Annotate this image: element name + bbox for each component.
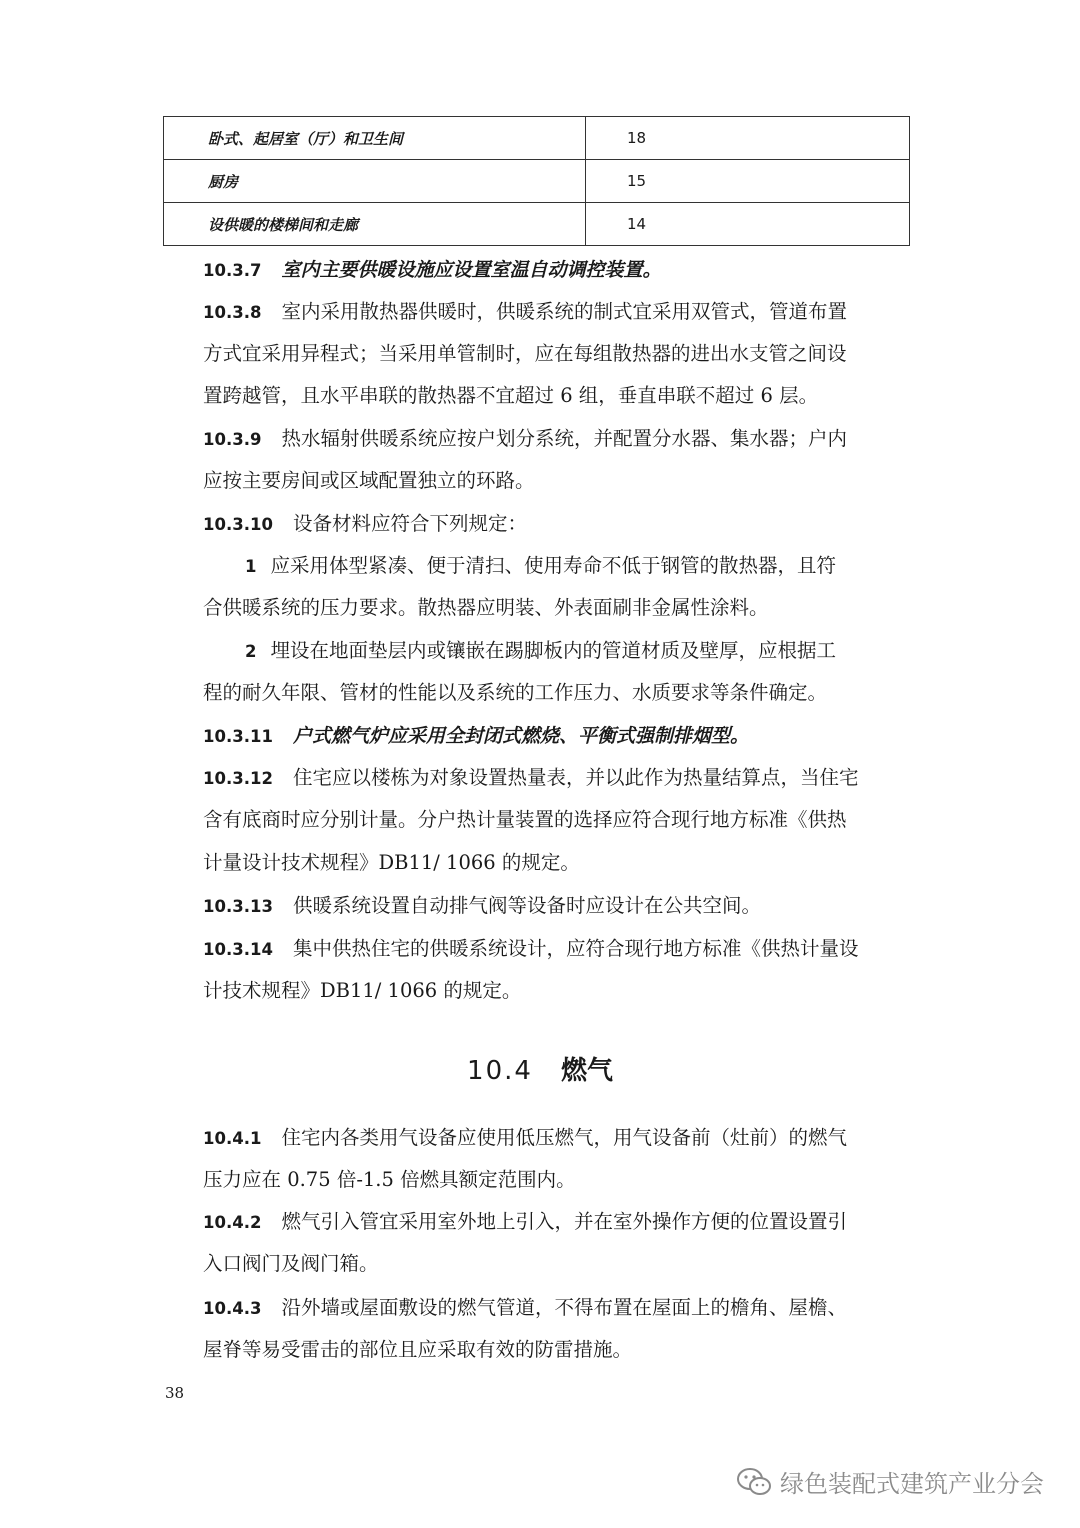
clause-10-3-12 bbox=[203, 766, 858, 791]
clause-number: 10.4.2 bbox=[203, 1213, 262, 1232]
clause-text: 住宅应以楼栋为对象设置热量表，并以此作为热量结算点，当住宅 bbox=[292, 766, 859, 789]
room-cell: 卧式、起居室（厅）和卫生间 bbox=[164, 117, 586, 160]
clause-text-line: 屋脊等易受雷击的部位且应采取有效的防雷措施。 bbox=[203, 1338, 633, 1361]
clause-text-line: 含有底商时应分别计量。分户热计量装置的选择应符合现行地方标准《供热 bbox=[203, 808, 847, 831]
clause-number: 10.3.7 bbox=[203, 261, 262, 280]
clause-10-4-3 bbox=[203, 1296, 847, 1321]
page-number: 38 bbox=[165, 1384, 185, 1402]
clause-text: 设备材料应符合下列规定： bbox=[292, 512, 527, 535]
temp-cell: 15 bbox=[586, 160, 910, 203]
clause-text: 集中供热住宅的供暖系统设计，应符合现行地方标准《供热计量设 bbox=[292, 937, 859, 960]
clause-text: 燃气引入管宜采用室外地上引入，并在室外操作方便的位置设置引 bbox=[281, 1210, 847, 1233]
clause-number: 10.3.9 bbox=[203, 430, 262, 449]
clause-number: 10.4.3 bbox=[203, 1299, 262, 1318]
clause-10-3-14 bbox=[203, 937, 858, 962]
table-row bbox=[164, 117, 910, 160]
clause-text-line: 入口阀门及阀门箱。 bbox=[203, 1252, 379, 1275]
clause-text: 室内主要供暖设施应设置室温自动调控装置。 bbox=[281, 259, 662, 281]
clause-10-4-2 bbox=[203, 1210, 847, 1235]
section-number: 10.4 bbox=[467, 1056, 533, 1086]
clause-number: 10.3.13 bbox=[203, 897, 273, 916]
room-cell: 厨房 bbox=[164, 160, 586, 203]
clause-10-3-11 bbox=[203, 724, 749, 749]
section-title: 燃气 bbox=[560, 1056, 613, 1086]
clause-text-line: 置跨越管，且水平串联的散热器不宜超过 6 组，垂直串联不超过 6 层。 bbox=[203, 384, 819, 407]
item-text-line: 程的耐久年限、管材的性能以及系统的工作压力、水质要求等条件确定。 bbox=[203, 681, 828, 704]
temperature-table bbox=[163, 116, 910, 246]
clause-number: 10.3.11 bbox=[203, 727, 273, 746]
clause-text-line: 计技术规程》DB11/ 1066 的规定。 bbox=[203, 979, 522, 1002]
clause-number: 10.3.8 bbox=[203, 303, 262, 322]
clause-number: 10.3.10 bbox=[203, 515, 273, 534]
clause-10-3-7 bbox=[203, 258, 661, 283]
clause-text: 沿外墙或屋面敷设的燃气管道，不得布置在屋面上的檐角、屋檐、 bbox=[281, 1296, 847, 1319]
clause-text-line: 压力应在 0.75 倍-1.5 倍燃具额定范围内。 bbox=[203, 1168, 576, 1191]
section-heading bbox=[0, 1050, 1080, 1087]
clause-10-4-1 bbox=[203, 1126, 847, 1151]
watermark bbox=[736, 1464, 1044, 1499]
clause-text-line: 方式宜采用异程式；当采用单管制时，应在每组散热器的进出水支管之间设 bbox=[203, 342, 847, 365]
clause-text: 热水辐射供暖系统应按户划分系统，并配置分水器、集水器；户内 bbox=[281, 427, 847, 450]
item-text: 应采用体型紧凑、便于清扫、使用寿命不低于钢管的散热器，且符 bbox=[270, 554, 836, 577]
clause-text-line: 应按主要房间或区域配置独立的环路。 bbox=[203, 469, 535, 492]
item-number: 2 bbox=[245, 642, 257, 661]
clause-text-line: 计量设计技术规程》DB11/ 1066 的规定。 bbox=[203, 851, 580, 874]
clause-10-3-10 bbox=[203, 512, 527, 537]
list-item-2 bbox=[245, 639, 836, 664]
clause-10-3-13 bbox=[203, 894, 761, 919]
room-cell: 设供暖的楼梯间和走廊 bbox=[164, 203, 586, 246]
watermark-text: 绿色装配式建筑产业分会 bbox=[780, 1470, 1044, 1498]
clause-number: 10.3.14 bbox=[203, 940, 273, 959]
clause-number: 10.4.1 bbox=[203, 1129, 262, 1148]
temp-cell: 18 bbox=[586, 117, 910, 160]
clause-text: 室内采用散热器供暖时，供暖系统的制式宜采用双管式，管道布置 bbox=[281, 300, 847, 323]
clause-10-3-8 bbox=[203, 300, 847, 325]
wechat-icon bbox=[736, 1467, 772, 1497]
list-item-1 bbox=[245, 554, 836, 579]
clause-number: 10.3.12 bbox=[203, 769, 273, 788]
clause-text: 住宅内各类用气设备应使用低压燃气，用气设备前（灶前）的燃气 bbox=[281, 1126, 847, 1149]
temp-cell: 14 bbox=[586, 203, 910, 246]
clause-10-3-9 bbox=[203, 427, 847, 452]
clause-text: 户式燃气炉应采用全封闭式燃烧、平衡式强制排烟型。 bbox=[292, 725, 749, 747]
clause-text: 供暖系统设置自动排气阀等设备时应设计在公共空间。 bbox=[292, 894, 761, 917]
item-number: 1 bbox=[245, 557, 257, 576]
table-row bbox=[164, 203, 910, 246]
table-row bbox=[164, 160, 910, 203]
item-text: 埋设在地面垫层内或镶嵌在踢脚板内的管道材质及壁厚，应根据工 bbox=[270, 639, 836, 662]
item-text-line: 合供暖系统的压力要求。散热器应明装、外表面刷非金属性涂料。 bbox=[203, 596, 769, 619]
